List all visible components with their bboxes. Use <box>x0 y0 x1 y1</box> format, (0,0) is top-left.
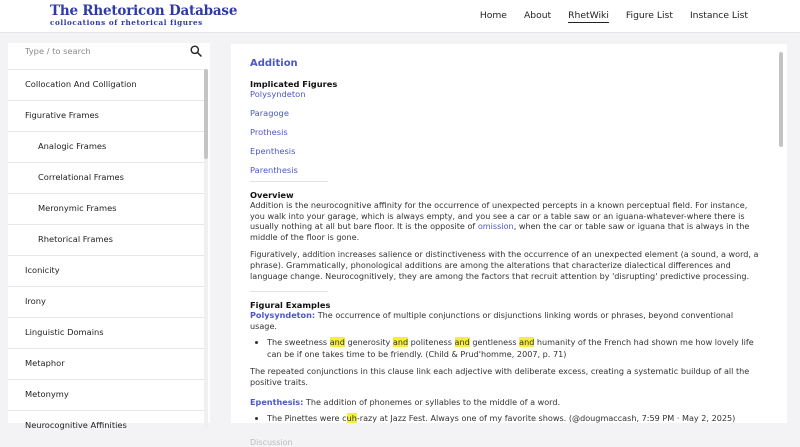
sidebar-item[interactable]: Neurocognitive Affinities <box>8 410 204 441</box>
sidebar-item[interactable]: Figurative Frames <box>8 100 204 131</box>
example-epenthesis-list <box>250 412 760 424</box>
nav-about[interactable]: About <box>523 10 552 21</box>
overview-paragraph-1: Addition is the neurocognitive affinity for the occurrence of unexpected percepts in a known perceptual field. For instance, you walk into your garage, which is always empty, and you see a car or a table saw or an iguana-whatever-where there is usually nothing at all but bare floor. It is the opposite of omission, when the car or table saw or iguana that is always in the middle of the floor is gone. <box>250 200 750 242</box>
highlight: uh <box>346 413 357 424</box>
sidebar-item[interactable]: Correlational Frames <box>8 162 204 193</box>
article-content <box>250 58 760 447</box>
sidebar-list <box>8 69 204 441</box>
sidebar-scrollbar-thumb[interactable] <box>204 69 208 159</box>
figure-link-prothesis[interactable]: Prothesis <box>250 127 288 137</box>
example-term-epenthesis[interactable]: Epenthesis: <box>250 396 304 407</box>
nav-instance-list[interactable]: Instance List <box>689 10 748 21</box>
overview-paragraph-2: Figuratively, addition increases salience or distinctiveness with the occurrence of an unexpected element (a sound, a word, a phrase). Grammatically, phonological additions are among the alterations that characterize dialectical differences and language change. Neurocognitively, they are among the factors that recruit attention by 'disrupting' predictive processing. <box>250 249 759 281</box>
highlight: and <box>392 337 409 348</box>
nav-home[interactable]: Home <box>479 10 507 21</box>
implicated-figures-heading: Implicated Figures <box>250 79 338 89</box>
sidebar-item[interactable]: Metaphor <box>8 348 204 379</box>
top-navbar <box>0 0 800 33</box>
search-icon[interactable] <box>190 45 202 57</box>
sidebar-item[interactable]: Meronymic Frames <box>8 193 204 224</box>
nav-figure-list[interactable]: Figure List <box>625 10 673 21</box>
main-nav <box>480 10 748 23</box>
figure-link-parenthesis[interactable]: Parenthesis <box>250 165 298 175</box>
nav-rhetwiki[interactable]: RhetWiki <box>568 10 609 21</box>
sidebar-item[interactable]: Analogic Frames <box>8 131 204 162</box>
site-subtitle: collocations of rhetorical figures <box>50 18 203 27</box>
example-term-polysyndeton[interactable]: Polysyndeton: <box>250 310 316 321</box>
sidebar-item[interactable]: Metonymy <box>8 379 204 410</box>
sidebar-item[interactable]: Collocation And Colligation <box>8 69 204 100</box>
site-title[interactable]: The Rhetoricon Database <box>50 3 238 19</box>
example-quote: • The Pinettes were cuh-razy at Jazz Fest. Always one of my favorite shows. (@dougmaccash, 7:59 PM · May 2, 2025) <box>267 412 760 424</box>
site-logo[interactable] <box>50 5 237 27</box>
example-polysyndeton-definition: Polysyndeton: The occurrence of multiple conjunctions or disjunctions linking words or phrases, beyond conventional usage. <box>250 310 734 331</box>
omission-link[interactable]: omission <box>477 221 514 232</box>
example-quote: • The sweetness and generosity and politeness and gentleness and humanity of the French had shown me how lovely life can be if one takes time to be friendly. (Child & Prud'homme, 2007, p. 71) <box>267 336 760 360</box>
section-divider <box>250 291 328 292</box>
section-divider <box>250 181 328 182</box>
highlight: and <box>329 337 345 348</box>
figural-examples-heading: Figural Examples <box>250 300 331 311</box>
sidebar <box>8 43 210 430</box>
sidebar-item[interactable]: Rhetorical Frames <box>8 224 204 255</box>
example-polysyndeton-list <box>250 336 760 360</box>
example-epenthesis-definition: Epenthesis: The addition of phonemes or syllables to the middle of a word. <box>250 396 561 407</box>
article-scrollbar-thumb[interactable] <box>779 52 783 147</box>
sidebar-item[interactable]: Linguistic Domains <box>8 317 204 348</box>
sidebar-item[interactable]: Irony <box>8 286 204 317</box>
next-section-heading: Discussion <box>250 438 293 447</box>
highlight: and <box>454 337 470 348</box>
figure-link-epenthesis[interactable]: Epenthesis <box>250 146 296 156</box>
article-panel <box>231 44 787 447</box>
example-polysyndeton-comment: The repeated conjunctions in this clause link each adjective with deliberate excess, creating a systematic buildup of all the positive traits. <box>250 366 750 387</box>
article-title: Addition <box>250 58 298 69</box>
search-input[interactable] <box>25 46 185 56</box>
figure-link-polysyndeton[interactable]: Polysyndeton <box>250 89 306 99</box>
search-bar <box>8 43 210 63</box>
sidebar-item[interactable]: Iconicity <box>8 255 204 286</box>
figure-link-paragoge[interactable]: Paragoge <box>250 108 289 118</box>
overview-heading: Overview <box>250 190 294 200</box>
highlight: and <box>519 337 535 348</box>
